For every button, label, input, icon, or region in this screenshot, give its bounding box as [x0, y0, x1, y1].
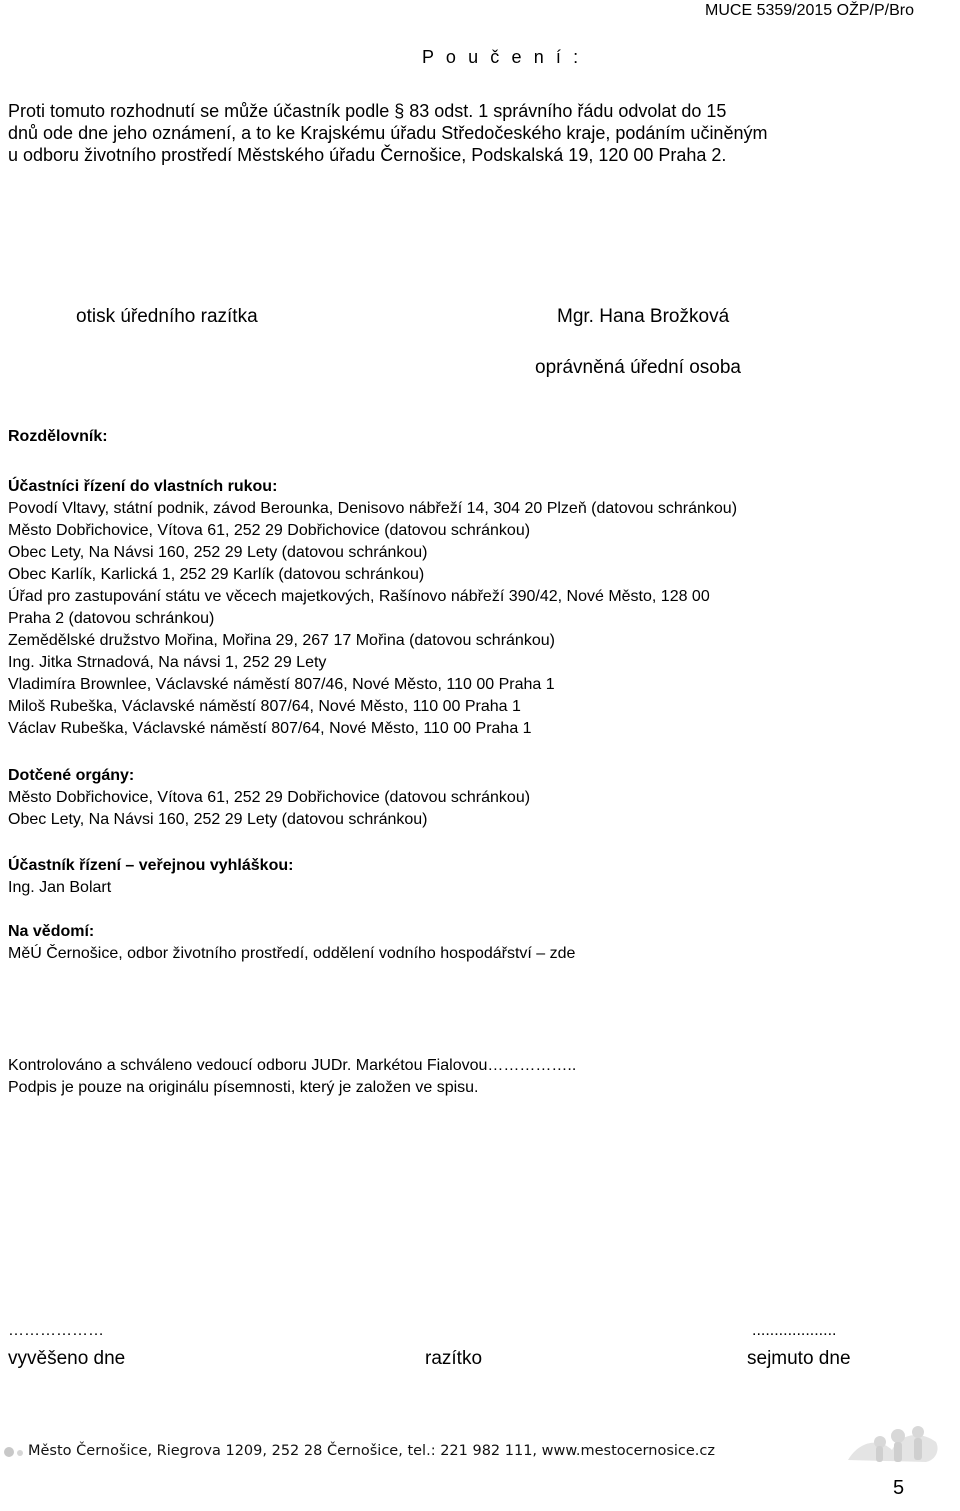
approval-section: [8, 1055, 576, 1099]
page-number: 5: [893, 1477, 905, 1499]
list-item: Obec Lety, Na Návsi 160, 252 29 Lety (datovou schránkou): [8, 544, 428, 561]
notice-section: [8, 921, 575, 965]
instruction-title: P o u č e n í :: [422, 47, 582, 67]
approval-line: Kontrolováno a schváleno vedoucí odboru JUDr. Markétou Fialovou……………..: [8, 1057, 577, 1074]
bodies-title: Dotčené orgány:: [8, 767, 135, 784]
town-logo-icon: [840, 1420, 950, 1470]
instruction-line: dnů ode dne jeho oznámení, a to ke Krajskému úřadu Středočeského kraje, podáním učiněným: [8, 123, 768, 143]
list-item: Město Dobřichovice, Vítova 61, 252 29 Dobřichovice (datovou schránkou): [8, 789, 531, 806]
official-role: oprávněná úřední osoba: [535, 357, 741, 378]
list-item: Město Dobřichovice, Vítova 61, 252 29 Dobřichovice (datovou schránkou): [8, 522, 531, 539]
instruction-paragraph: [8, 100, 923, 166]
removed-label: sejmuto dne: [747, 1348, 851, 1369]
stamp-label: otisk úředního razítka: [76, 306, 258, 327]
official-name: Mgr. Hana Brožková: [557, 306, 730, 327]
document-reference: MUCE 5359/2015 OŽP/P/Bro: [705, 2, 914, 19]
participants-title: Účastníci řízení do vlastních rukou:: [8, 478, 278, 495]
list-item: Ing. Jan Bolart: [8, 879, 112, 896]
list-item: Praha 2 (datovou schránkou): [8, 610, 215, 627]
list-item: Obec Lety, Na Návsi 160, 252 29 Lety (datovou schránkou): [8, 811, 428, 828]
list-item: Úřad pro zastupování státu ve věcech majetkových, Rašínovo nábřeží 390/42, Nové Město, 128 00: [8, 588, 710, 605]
removed-date-placeholder: ...................: [752, 1322, 837, 1339]
footer-address: Město Černošice, Riegrova 1209, 252 28 Černošice, tel.: 221 982 111, www.mestocernosice.cz: [28, 1443, 715, 1459]
bodies-section: [8, 765, 530, 831]
list-item: Povodí Vltavy, státní podnik, závod Berounka, Denisovo nábřeží 14, 304 20 Plzeň (datovou schránkou): [8, 500, 738, 517]
posted-date-placeholder: ………………: [8, 1322, 104, 1339]
list-item: Václav Rubeška, Václavské náměstí 807/64, Nové Město, 110 00 Praha 1: [8, 720, 532, 737]
list-item: Miloš Rubeška, Václavské náměstí 807/64, Nové Město, 110 00 Praha 1: [8, 698, 521, 715]
public-title: Účastník řízení – veřejnou vyhláškou:: [8, 857, 294, 874]
instruction-line: Proti tomuto rozhodnutí se může účastník podle § 83 odst. 1 správního řádu odvolat do 15: [8, 101, 727, 121]
list-item: MěÚ Černošice, odbor životního prostředí, oddělení vodního hospodářství – zde: [8, 945, 576, 962]
list-item: Zemědělské družstvo Mořina, Mořina 29, 267 17 Mořina (datovou schránkou): [8, 632, 555, 649]
approval-note: Podpis je pouze na originálu písemnosti, který je založen ve spisu.: [8, 1079, 479, 1096]
list-item: Vladimíra Brownlee, Václavské náměstí 807/46, Nové Město, 110 00 Praha 1: [8, 676, 555, 693]
list-item: Ing. Jitka Strnadová, Na návsi 1, 252 29 Lety: [8, 654, 327, 671]
participants-section: [8, 476, 737, 740]
instruction-line: u odboru životního prostředí Městského úřadu Černošice, Podskalská 19, 120 00 Praha 2.: [8, 145, 727, 165]
distribution-title: Rozdělovník:: [8, 428, 108, 445]
posted-label: vyvěšeno dne: [8, 1348, 126, 1369]
notice-title: Na vědomí:: [8, 923, 95, 940]
public-section: [8, 855, 293, 899]
stamp-placeholder-label: razítko: [425, 1348, 483, 1369]
list-item: Obec Karlík, Karlická 1, 252 29 Karlík (datovou schránkou): [8, 566, 425, 583]
